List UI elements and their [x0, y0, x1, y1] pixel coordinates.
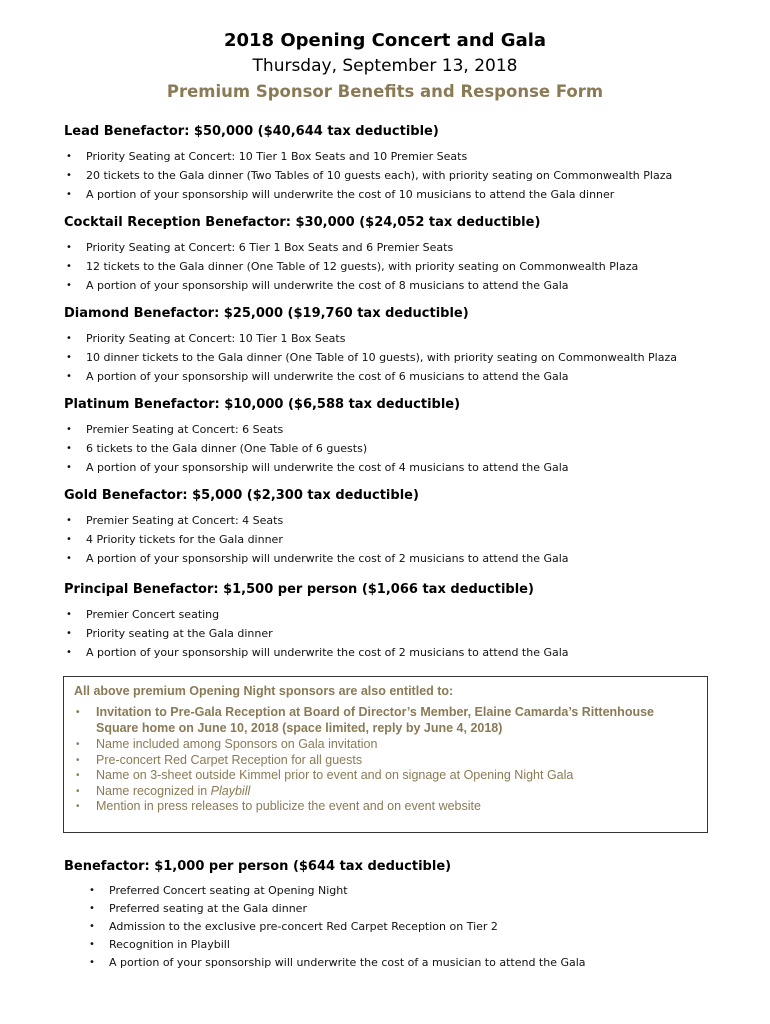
bullet-icon: • [89, 885, 95, 896]
bullet-icon: • [76, 707, 80, 718]
section-heading: Gold Benefactor: $5,000 ($2,300 tax deductible) [64, 488, 419, 503]
list-item-text: A portion of your sponsorship will underwrite the cost of 2 musicians to attend the Gala [86, 552, 569, 565]
list-item-text: Admission to the exclusive pre-concert Red Carpet Reception on Tier 2 [109, 920, 498, 933]
bullet-icon: • [89, 939, 95, 950]
bullet-icon: • [66, 609, 72, 620]
list-item-text: Recognition in Playbill [109, 938, 230, 951]
list-item [64, 166, 724, 185]
bullet-icon: • [66, 371, 72, 382]
list-item-text: 12 tickets to the Gala dinner (One Table of 12 guests), with priority seating on Commonwealth Plaza [86, 260, 639, 273]
list-item-text: 20 tickets to the Gala dinner (Two Tables of 10 guests each), with priority seating on Commonwealth Plaza [86, 169, 673, 182]
bullet-icon: • [66, 553, 72, 564]
list-item [74, 705, 694, 736]
list-item [64, 900, 724, 918]
section-heading: Platinum Benefactor: $10,000 ($6,588 tax deductible) [64, 397, 461, 412]
list-item [64, 276, 724, 295]
bullet-icon: • [76, 770, 80, 781]
list-item-text: A portion of your sponsorship will underwrite the cost of 6 musicians to attend the Gala [86, 370, 569, 383]
bullet-icon: • [66, 424, 72, 435]
list-item-text: Name on 3-sheet outside Kimmel prior to event and on signage at Opening Night Gala [96, 768, 574, 782]
list-item [74, 737, 694, 753]
list-item [64, 882, 724, 900]
bullet-icon: • [89, 921, 95, 932]
gold-benefactor-section [64, 487, 724, 568]
bullet-icon: • [66, 515, 72, 526]
list-item-text: A portion of your sponsorship will underwrite the cost of 2 musicians to attend the Gala [86, 646, 569, 659]
list-item-text: A portion of your sponsorship will underwrite the cost of 8 musicians to attend the Gala [86, 279, 569, 292]
sponsor-entitlements-box [63, 676, 708, 833]
list-item-text: Priority seating at the Gala dinner [86, 627, 273, 640]
list-item [74, 799, 694, 815]
list-item-text: Name included among Sponsors on Gala invitation [96, 737, 378, 751]
bullet-icon: • [66, 443, 72, 454]
lead-benefactor-section [64, 123, 724, 204]
bullet-icon: • [66, 261, 72, 272]
benefactor-section [64, 858, 724, 972]
list-item-text: Premier Seating at Concert: 6 Seats [86, 423, 284, 436]
list-item [64, 954, 724, 972]
playbill-text: Playbill [210, 783, 251, 798]
list-item [74, 768, 694, 784]
bullet-icon: • [66, 647, 72, 658]
list-item [64, 936, 724, 954]
list-item-text: Priority Seating at Concert: 6 Tier 1 Box Seats and 6 Premier Seats [86, 241, 454, 254]
list-item-text: A portion of your sponsorship will underwrite the cost of 4 musicians to attend the Gala [86, 461, 569, 474]
bullet-icon: • [66, 151, 72, 162]
list-item [74, 753, 694, 769]
list-item-text: 4 Priority tickets for the Gala dinner [86, 533, 283, 546]
list-item [64, 348, 724, 367]
list-item-text: Preferred Concert seating at Opening Night [109, 884, 348, 897]
list-item-text: Premier Concert seating [86, 608, 220, 621]
list-item [64, 624, 724, 643]
bullet-icon: • [76, 754, 80, 766]
list-item-text: Priority Seating at Concert: 10 Tier 1 Box Seats and 10 Premier Seats [86, 150, 468, 163]
list-item [64, 643, 724, 662]
list-item [64, 185, 724, 204]
list-item [64, 257, 724, 276]
list-item-text: Invitation to Pre-Gala Reception at Board of Director’s Member, Elaine Camarda’s Rittenhouse Square home on June 10, 2018 (space limited, reply by June 4, 2018) [96, 705, 654, 735]
list-item-text: Premier Seating at Concert: 4 Seats [86, 514, 284, 527]
platinum-benefactor-section [64, 396, 724, 477]
list-item-text: Name recognized in [96, 783, 211, 798]
list-item-text: A portion of your sponsorship will underwrite the cost of 10 musicians to attend the Gala dinner [86, 188, 615, 201]
list-item [64, 605, 724, 624]
list-item [64, 439, 724, 458]
list-item [64, 458, 724, 477]
list-item [64, 549, 724, 568]
bullet-icon: • [66, 242, 72, 253]
document-title: 2018 Opening Concert and Gala [223, 30, 547, 51]
bullet-icon: • [66, 462, 72, 473]
list-item [64, 530, 724, 549]
bullet-icon: • [89, 957, 95, 968]
diamond-benefactor-section [64, 305, 724, 386]
cocktail-reception-benefactor-section [64, 214, 724, 295]
list-item-text: Mention in press releases to publicize the event and on event website [96, 799, 481, 813]
entitlements-heading: All above premium Opening Night sponsors are also entitled to: [74, 684, 454, 698]
bullet-icon: • [66, 534, 72, 545]
section-heading: Lead Benefactor: $50,000 ($40,644 tax deductible) [64, 124, 439, 139]
list-item [74, 784, 694, 800]
list-item [64, 918, 724, 936]
bullet-icon: • [66, 352, 72, 363]
list-item [64, 367, 724, 386]
principal-benefactor-section [64, 581, 724, 662]
bullet-icon: • [89, 903, 95, 914]
list-item [64, 511, 724, 530]
list-item-text: 10 dinner tickets to the Gala dinner (One Table of 10 guests), with priority seating on Commonwealth Plaza [86, 351, 677, 364]
bullet-icon: • [66, 333, 72, 344]
bullet-icon: • [66, 170, 72, 181]
section-heading: Principal Benefactor: $1,500 per person ($1,066 tax deductible) [64, 582, 534, 597]
bullet-icon: • [66, 280, 72, 291]
list-item-text: A portion of your sponsorship will underwrite the cost of a musician to attend the Gala [109, 956, 586, 969]
form-subtitle: Premium Sponsor Benefits and Response Form [166, 82, 604, 101]
section-heading: Cocktail Reception Benefactor: $30,000 ($24,052 tax deductible) [64, 215, 541, 230]
section-heading: Benefactor: $1,000 per person ($644 tax deductible) [64, 859, 452, 874]
list-item [64, 329, 724, 348]
list-item-text: Priority Seating at Concert: 10 Tier 1 Box Seats [86, 332, 346, 345]
section-heading: Diamond Benefactor: $25,000 ($19,760 tax deductible) [64, 306, 469, 321]
list-item [64, 238, 724, 257]
bullet-icon: • [76, 801, 80, 812]
list-item [64, 420, 724, 439]
list-item-text: Preferred seating at the Gala dinner [109, 902, 307, 915]
bullet-icon: • [76, 739, 80, 750]
bullet-icon: • [76, 785, 80, 797]
event-date: Thursday, September 13, 2018 [252, 56, 518, 76]
bullet-icon: • [66, 189, 72, 200]
list-item [64, 147, 724, 166]
bullet-icon: • [66, 628, 72, 639]
list-item-text: 6 tickets to the Gala dinner (One Table of 6 guests) [86, 442, 368, 455]
list-item-text: Pre-concert Red Carpet Reception for all guests [96, 752, 363, 767]
